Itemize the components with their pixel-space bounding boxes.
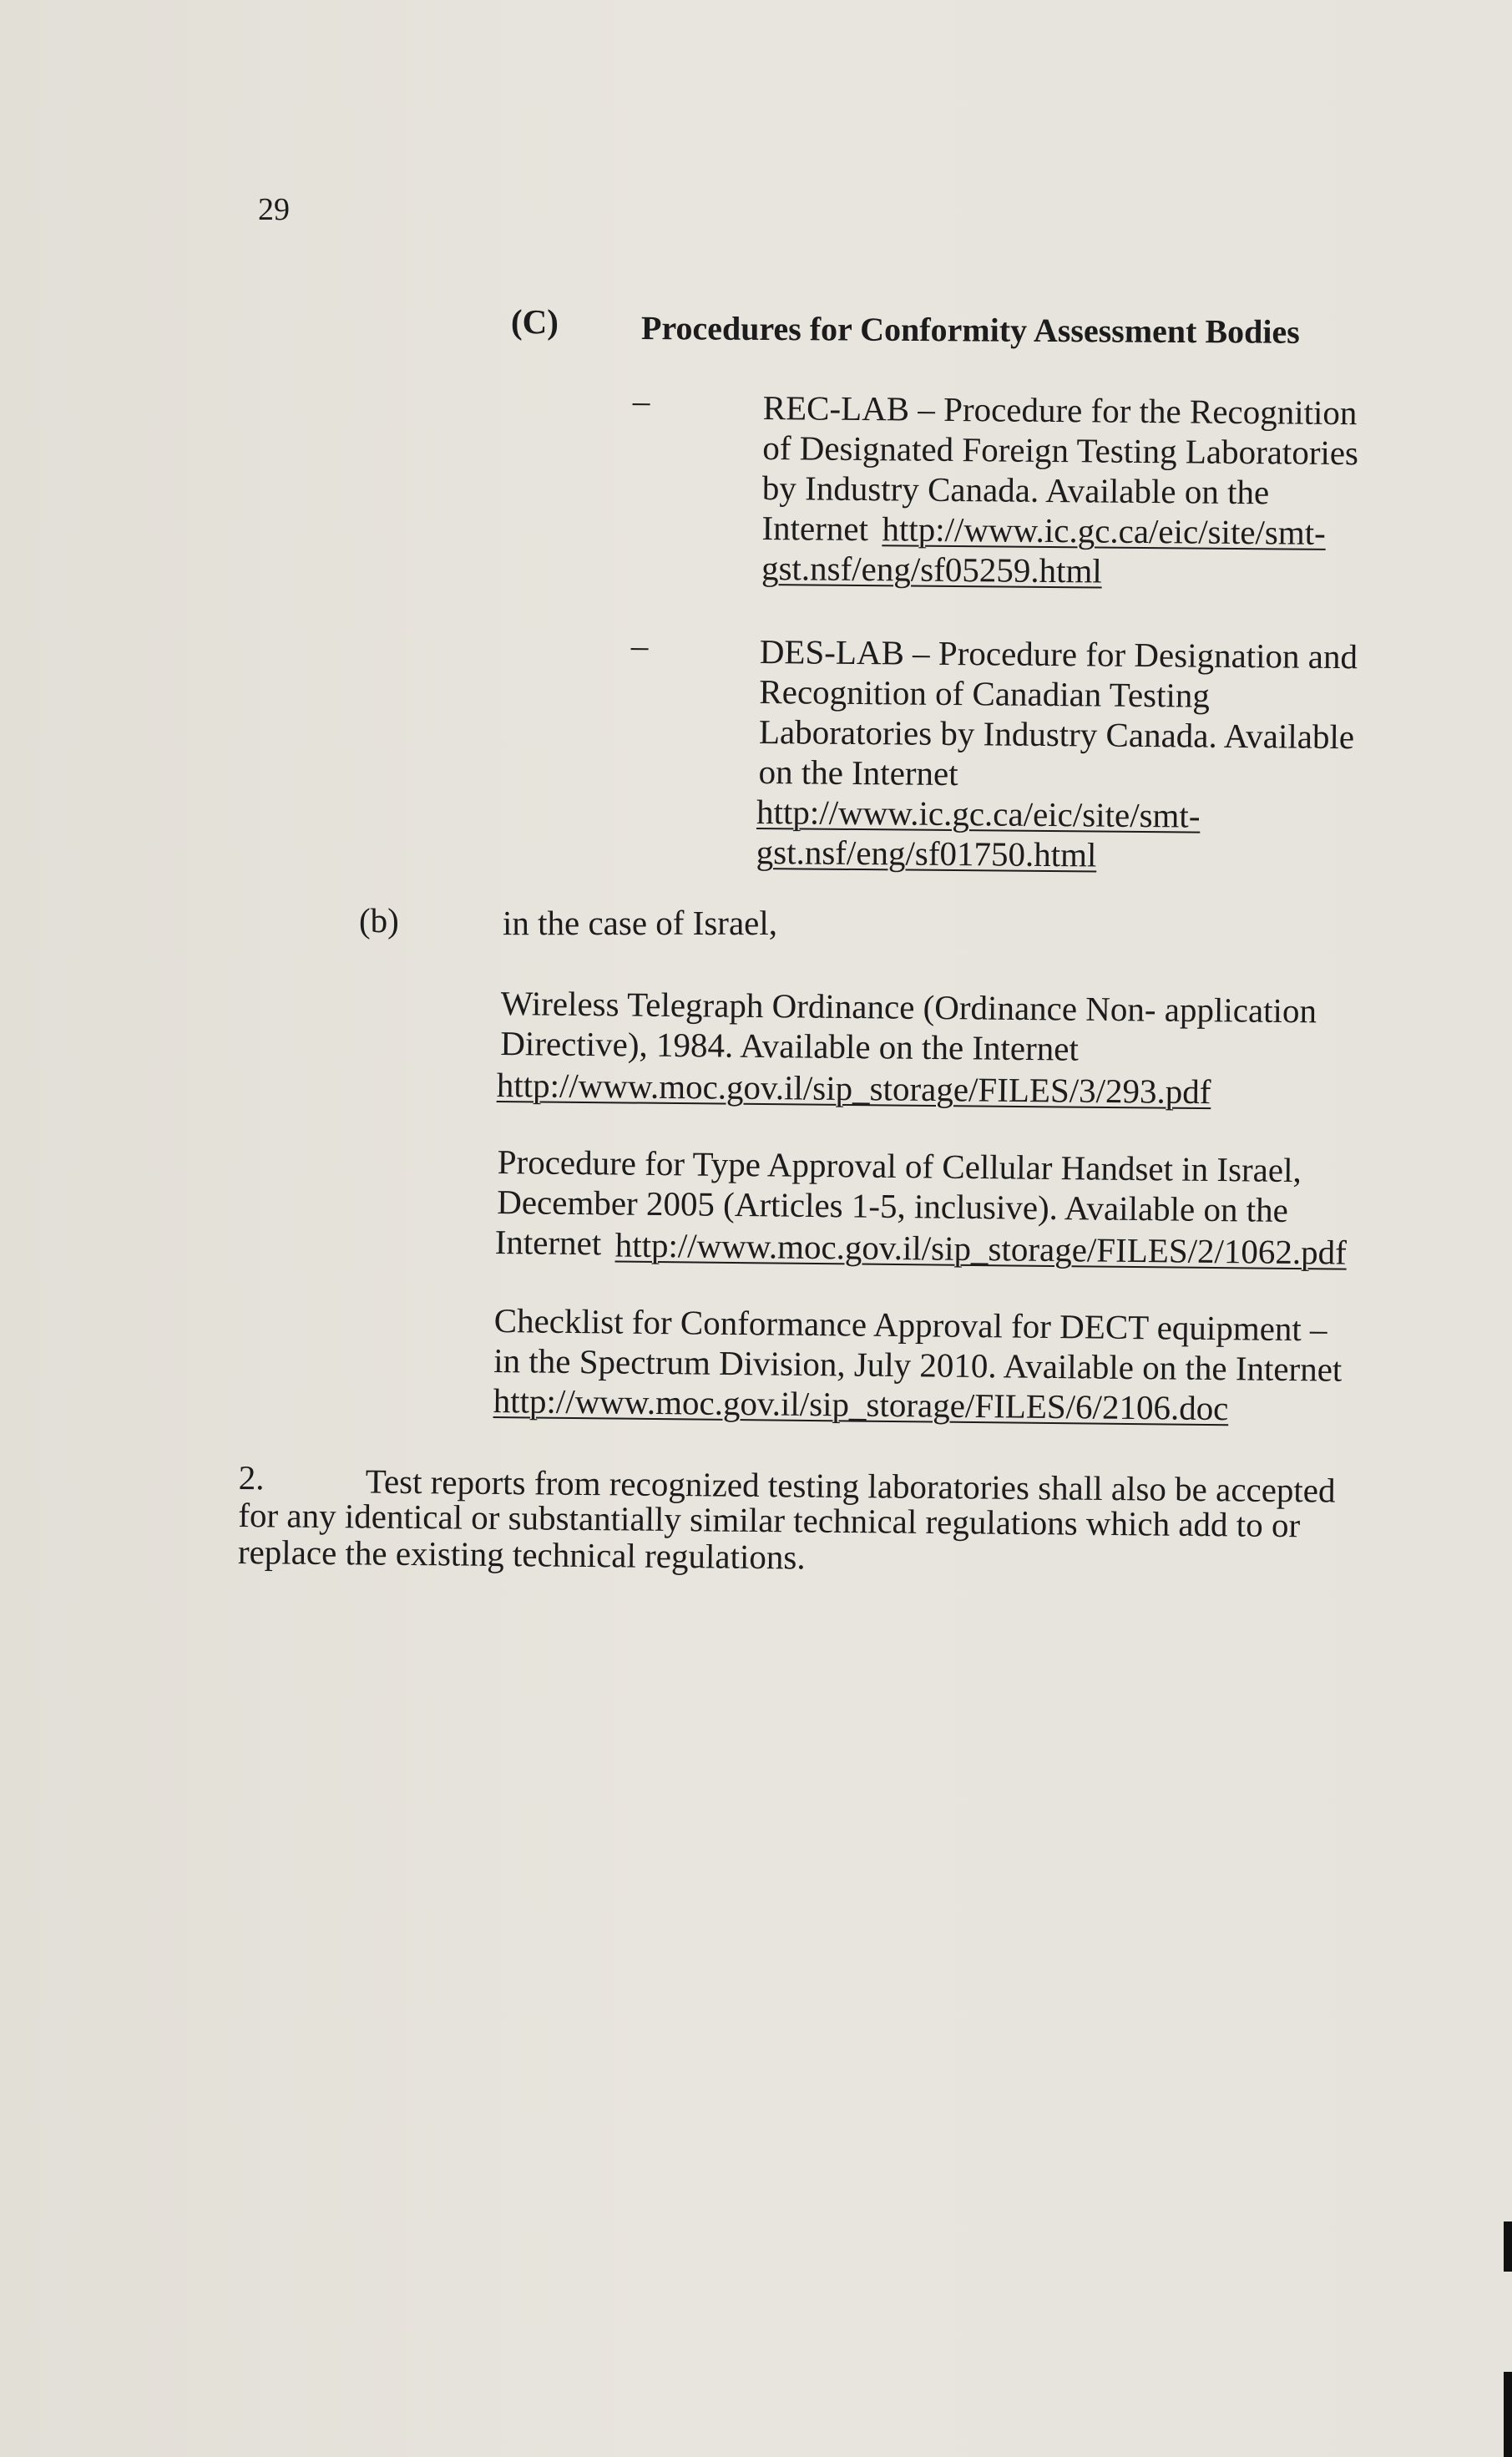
cellular-handset-url[interactable]: http://www.moc.gov.il/sip_storage/FILES/2/1062.pdf (614, 1225, 1348, 1272)
des-lab-line: Recognition of Canadian Testing (759, 671, 1211, 715)
section-c-label: (C) (511, 302, 559, 341)
paragraph-line: Procedure for Type Approval of Cellular Handset in Israel, (497, 1142, 1302, 1190)
paragraph-line: Directive), 1984. Available on the Internet (500, 1023, 1080, 1068)
dect-checklist-url[interactable]: http://www.moc.gov.il/sip_storage/FILES/6/2106.doc (493, 1380, 1229, 1428)
ordinance-url[interactable]: http://www.moc.gov.il/sip_storage/FILES/3/293.pdf (496, 1065, 1211, 1112)
scan-edge (1504, 2221, 1512, 2272)
paragraph-2-line: replace the existing technical regulations. (237, 1532, 806, 1577)
section-b-intro: in the case of Israel, (503, 904, 777, 942)
page-number: 29 (258, 192, 290, 227)
rec-lab-line: of Designated Foreign Testing Laboratories (762, 428, 1359, 473)
rec-lab-url-cont[interactable]: gst.nsf/eng/sf05259.html (761, 548, 1102, 590)
section-b-label: (b) (359, 901, 399, 940)
des-lab-url[interactable]: http://www.ic.gc.ca/eic/site/smt- (756, 792, 1201, 835)
des-lab-line: on the Internet (758, 752, 958, 793)
paragraph-2-line: Test reports from recognized testing laboratories shall also be accepted (365, 1462, 1336, 1510)
paragraph-line: December 2005 (Articles 1-5, inclusive). Available on the (497, 1182, 1289, 1229)
paragraph-line: Internet (494, 1222, 602, 1263)
rec-lab-line: Internet (761, 508, 869, 549)
des-lab-line: DES-LAB – Procedure for Designation and (759, 632, 1358, 676)
paragraph-line: Wireless Telegraph Ordinance (Ordinance Non- application (500, 984, 1317, 1031)
paragraph-2-number: 2. (238, 1458, 265, 1497)
scan-edge (1504, 2372, 1512, 2457)
des-lab-dash: – (630, 626, 649, 665)
rec-lab-line: REC-LAB – Procedure for the Recognition (762, 388, 1358, 433)
rec-lab-dash: – (632, 381, 650, 420)
paragraph-line: Checklist for Conformance Approval for DECT equipment – (493, 1301, 1327, 1349)
section-c-heading: Procedures for Conformity Assessment Bodies (640, 309, 1300, 351)
paragraph-line: in the Spectrum Division, July 2010. Available on the Internet (493, 1340, 1343, 1389)
rec-lab-url[interactable]: http://www.ic.gc.ca/eic/site/smt- (882, 509, 1327, 552)
des-lab-line: Laboratories by Industry Canada. Available (758, 712, 1355, 757)
rec-lab-line: by Industry Canada. Available on the (761, 468, 1270, 512)
paragraph-2-line: for any identical or substantially similar technical regulations which add to or (238, 1495, 1301, 1545)
des-lab-url-cont[interactable]: gst.nsf/eng/sf01750.html (756, 832, 1097, 874)
